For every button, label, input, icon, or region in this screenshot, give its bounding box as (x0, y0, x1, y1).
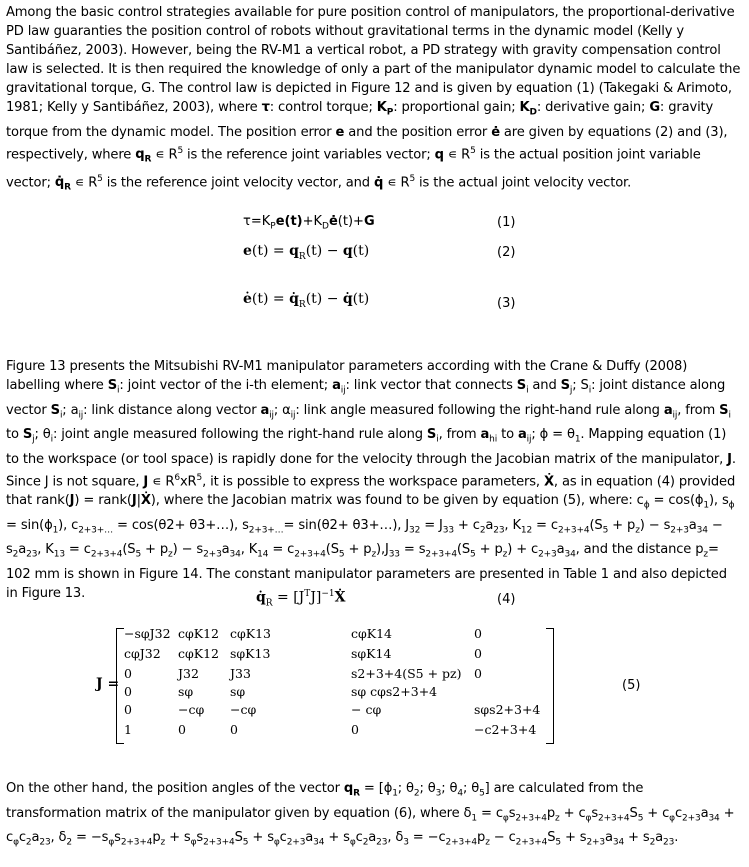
matrix-cell: sφ (178, 684, 194, 699)
matrix-cell: −c2+3+4 (474, 722, 537, 737)
matrix-cell: J32 (178, 666, 199, 681)
matrix-cell: 0 (474, 626, 482, 641)
matrix-cell: sφK14 (351, 646, 392, 661)
equation-1-number: (1) (497, 215, 516, 230)
matrix-cell: 0 (351, 722, 359, 737)
matrix-cell: 1 (124, 722, 132, 737)
equation-1: $\tau=K_Pe(t)+K_Dė(t)+G$ (243, 214, 375, 232)
equation-2-number: (2) (497, 245, 516, 260)
matrix-cell: sφ (230, 684, 246, 699)
matrix-cell: cφK12 (178, 626, 219, 641)
matrix-cell: cφJ32 (124, 646, 161, 661)
matrix-cell: sφK13 (230, 646, 271, 661)
matrix-cell: J33 (230, 666, 251, 681)
paragraph-control-law: Among the basic control strategies available for pure position control of manipulators, the proportional-derivative PD law guaranties the position control of robots without gravitational terms in the dynamic model (Kelly y Santibáñez, 2003). However, being the RV-M1 a vertical robot, a PD strategy with gravity compensation control law is selected. It is then required the knowledge of only a part of the manipulator dynamic model to calculate the gravitational torque, G. The control law is depicted in Figure 12 and is given by equation (1) (Takegaki & Arimoto, 1981; Kelly y Santibáñez, 2003), where τ: control torque; $K_P$: proportional gain; $K_D$: derivative gain; G: gravity torque from the dynamic model. The position error e and the position error ė are given by equations (2) and (3), respectively, where $q_R$ ∊ $R^5$ is the reference joint variables vector; q ∊ $R^5$ is the actual position joint variable vector; $q̇_R$ ∊ $R^5$ is the reference joint velocity vector, and q̇ ∊ $R^5$ is the actual joint velocity vector. (6, 5, 741, 193)
matrix-cell: − cφ (351, 702, 382, 717)
matrix-cell: −cφ (230, 702, 257, 717)
matrix-cell: 0 (230, 722, 238, 737)
equation-4: $q̇_R$ = $[J^TJ]^{-1}Ẋ$ (256, 589, 346, 609)
equation-4-number: (4) (497, 592, 516, 607)
matrix-cell: sφs2+3+4 (474, 702, 541, 717)
matrix-cell: cφK13 (230, 626, 271, 641)
paragraph-manipulator-parameters: Figure 13 presents the Mitsubishi RV-M1 manipulator parameters according with the Crane & Duffy (2008) labelling where $S_i$: joint vector of the i-th element; $a_{ij}$: link vector that connects $S_i$ and $S_j$; $S_i$: joint distance along vector $S_i$; $a_{ij}$: link distance along vector $a_{ij}$; $\alpha_{ij}$: link angle measured following the right-hand rule along $a_{ij}$, from $S_i$ to $S_j$; $\theta_i$: joint angle measured following the right-hand rule along $S_i$, from $a_{hi}$ to $a_{ij}$; $\phi = \theta_1$. Mapping equation (1) to the workspace (or tool space) is rapidly done for the velocity through the Jacobian matrix of the manipulator, J. Since J is not square, J ∊ $R^6xR^5$, it is possible to express the workspace parameters, Ẋ, as in equation (4) provided that rank(J) = rank(J|Ẋ), where the Jacobian matrix was found to be given by equation (5), where: $c_\phi = \cos(\phi_1)$, $s_\phi = \sin(\phi_1)$, $c_{2+3+\dots} = \cos(\theta 2+$ θ3+…), $s_{2+3+\dots}= \sin(\theta 2+$ θ3+…), $J_{32} = J_{33} + c_2a_{23}$, $K_{12} = c_{2+3+4}(S_5 + p_z) - s_{2+3}a_{34} - s_2a_{23}$, $K_{13} = c_{2+3+4}(S_5 + p_z) - s_{2+3}a_{34}$, $K_{14} = c_{2+3+4}(S_5 + p_z),J_{33} = s_{2+3+4}(S_5 + p_z) + c_{2+3}a_{34}$, and the distance $p_z= 102$ mm is shown in Figure 14. The constant manipulator parameters are presented in Table 1 and also depicted in Figure 13. (6, 359, 736, 602)
matrix-cell: 0 (474, 646, 482, 661)
matrix-cell: 0 (124, 702, 132, 717)
matrix-cell: sφ cφs2+3+4 (351, 684, 438, 699)
jacobian-label: J = (96, 676, 120, 692)
equation-5-number: (5) (622, 678, 641, 693)
paragraph-position-angles: On the other hand, the position angles of the vector $q_R = [\phi_1$; $\theta_2$; $\theta_3$; $\theta_4$; $\theta_5$] are calculated from the transformation matrix of the manipulator given by equation (6), where $\delta_1 = c_\varphi s_{2+3+4}p_z + c_\varphi s_{2+3+4}S_5 + c_\varphi c_{2+3}a_{34} + c_\varphi c_2a_{23}$, $\delta_2 = -s_\varphi s_{2+3+4}p_z + s_\varphi s_{2+3+4}S_5 + s_\varphi c_{2+3}a_{34} + s_\varphi c_2a_{23}$, $\delta_3 = -c_{2+3+4}p_z - c_{2+3+4}S_5 + s_{2+3}a_{34} + s_2a_{23}$. (6, 781, 735, 848)
matrix-cell: cφK12 (178, 646, 219, 661)
matrix-cell: 0 (124, 666, 132, 681)
jacobian-matrix (96, 626, 558, 744)
matrix-cell: 0 (474, 666, 482, 681)
matrix-cell: cφK14 (351, 626, 392, 641)
matrix-cell: 0 (124, 684, 132, 699)
matrix-cell: s2+3+4(S5 + pz) (351, 666, 462, 681)
matrix-cell: −cφ (178, 702, 205, 717)
equation-3-number: (3) (497, 296, 516, 311)
matrix-cell: 0 (178, 722, 186, 737)
equation-2: $e(t) = q_R(t) - q(t)$ (243, 243, 370, 262)
equation-3: ė(t) = $q̇_R(t)$ − q̇(t) (243, 291, 370, 310)
matrix-cell: −sφJ32 (124, 626, 171, 641)
